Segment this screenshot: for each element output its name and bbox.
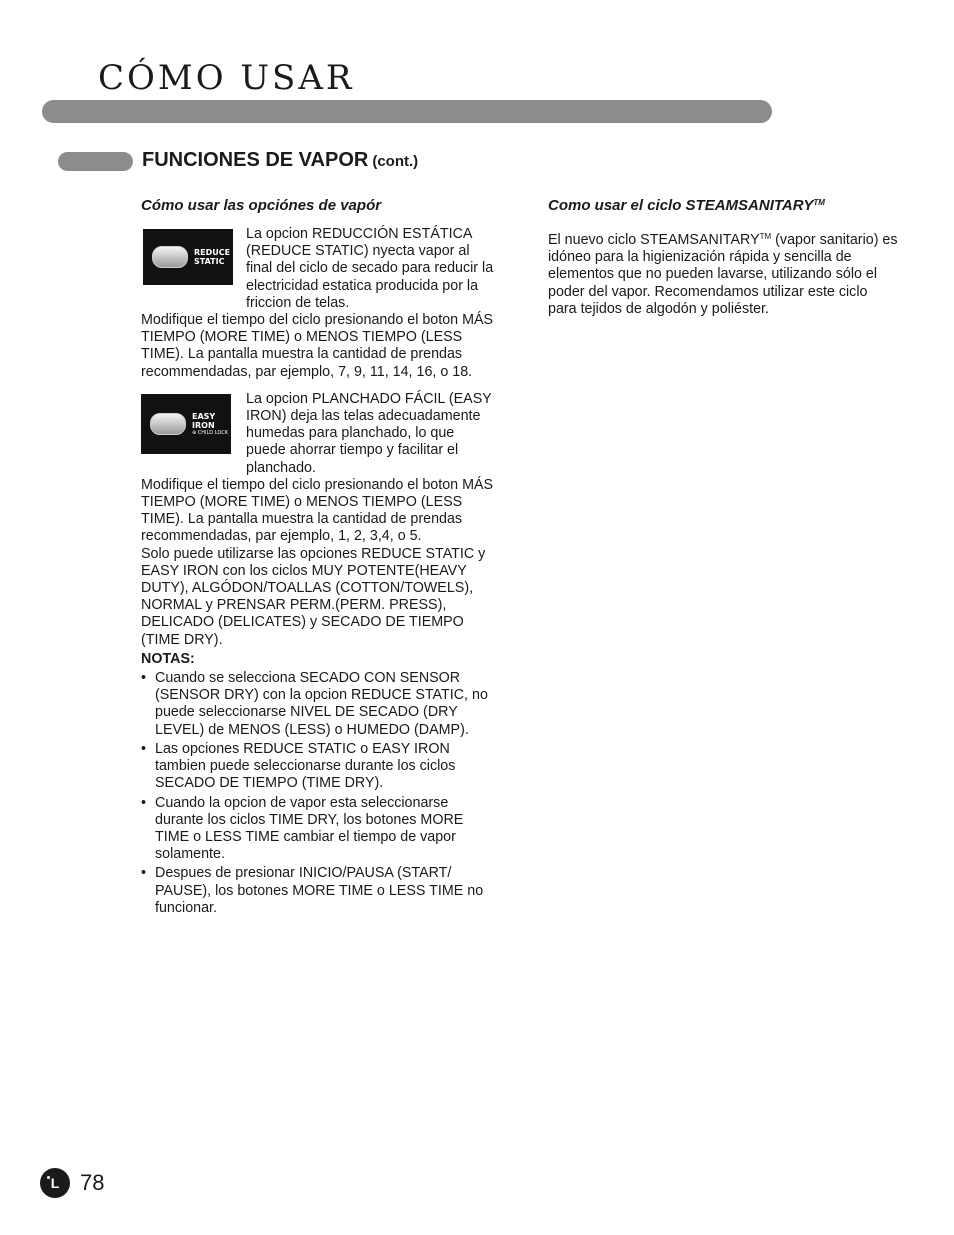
steam-options-heading: Cómo usar las opciónes de vapór	[141, 197, 382, 214]
child-lock-sublabel: ⊕ CHILD LOCK	[192, 429, 229, 436]
note-text: Despues de presionar INICIO/PAUSA (START/ PAUSE), los botones MORE TIME o LESS TIME no funcionar.	[155, 865, 484, 916]
easy-iron-button-image	[141, 394, 231, 454]
steamsanitary-description	[548, 228, 900, 318]
section-cont: (cont.)	[372, 153, 419, 170]
steamsanitary-text-rest: (vapor sanitario) es idóneo para la higienización rápida y sencilla de elementos que no pueden lavarse, utilizando sólo el poder del vapor. Recomendamos utilizar este ciclo para tejidos de algodón y poliéster.	[548, 232, 898, 317]
reduce-static-description: La opcion REDUCCIÓN ESTÁTICA (REDUCE STATIC) nyecta vapor al final del ciclo de secado para reducir la electricidad estatica producida por la friccion de telas.	[246, 226, 494, 311]
bullet: •	[141, 794, 147, 811]
bullet: •	[141, 865, 147, 882]
bullet: •	[141, 740, 147, 757]
easy-iron-pill-icon	[150, 413, 186, 435]
lg-logo-icon	[40, 1168, 70, 1198]
trademark-mark: TM	[813, 198, 825, 207]
notes-label: NOTAS:	[141, 650, 195, 667]
easy-iron-adjust-text: Modifique el tiempo del ciclo presionando el boton MÁS TIEMPO (MORE TIME) o MENOS TIEMPO (LESS TIME). La pantalla muestra la cantidad de prendas recommendadas, par ejemplo, 1, 2, 3,4, o 5.	[141, 476, 494, 545]
easy-iron-description: La opcion PLANCHADO FÁCIL (EASY IRON) deja las telas adecuadamente humedas para planchado, lo que puede ahorrar tiempo y facilitar el planchado.	[246, 390, 492, 476]
list-item	[141, 670, 497, 739]
easy-iron-label: EASY IRON	[192, 411, 216, 430]
reduce-static-label-line2: STATIC	[194, 257, 225, 266]
list-item	[141, 741, 497, 793]
steamsanitary-heading	[548, 197, 900, 214]
easy-iron-button-label	[192, 412, 231, 436]
left-column	[141, 197, 497, 919]
trademark-mark-inline: TM	[759, 232, 772, 241]
easy-iron-feature	[141, 391, 497, 477]
steamsanitary-heading-prefix: Como usar el ciclo	[548, 197, 686, 214]
page-number: 78	[80, 1170, 105, 1195]
reduce-static-label-line1: REDUCE	[194, 248, 231, 257]
section-title: FUNCIONES DE VAPOR	[142, 149, 369, 171]
options-usage-text: Solo puede utilizarse las opciones REDUCE STATIC y EASY IRON con los ciclos MUY POTENTE(HEAVY DUTY), ALGÓDON/TOALLAS (COTTON/TOWELS), NORMAL y PRENSAR PERM.(PERM. PRESS), DELICADO (DELICATES) y SECADO DE TIEMPO (TIME DRY).	[141, 545, 486, 648]
steamsanitary-heading-name: STEAMSANITARY	[685, 197, 814, 214]
section-pill	[58, 152, 133, 171]
bullet: •	[141, 670, 147, 687]
notes-list	[141, 670, 497, 917]
list-item	[141, 795, 497, 864]
note-text: Cuando la opcion de vapor esta seleccionarse durante los ciclos TIME DRY, los botones MORE TIME o LESS TIME cambiar el tiempo de vapor solamente.	[155, 794, 464, 863]
page-title: CÓMO USAR	[98, 58, 355, 98]
reduce-static-feature	[141, 226, 497, 312]
reduce-static-button-label	[194, 248, 230, 266]
note-text: Las opciones REDUCE STATIC o EASY IRON tambien puede seleccionarse durante los ciclos SECADO DE TIEMPO (TIME DRY).	[155, 740, 456, 792]
steamsanitary-text-start: El nuevo ciclo STEAMSANITARY	[548, 232, 760, 248]
right-column	[548, 197, 900, 318]
reduce-static-pill-icon	[152, 246, 188, 268]
list-item	[141, 865, 497, 917]
section-heading	[142, 149, 418, 172]
reduce-static-adjust-text: Modifique el tiempo del ciclo presionando el boton MÁS TIEMPO (MORE TIME) o MENOS TIEMPO (LESS TIME). La pantalla muestra la cantidad de prendas recommendadas, par ejemplo, 7, 9, 11, 14, 16, o 18.	[141, 312, 494, 380]
lg-logo-letter: L	[50, 1175, 60, 1191]
note-text: Cuando se selecciona SECADO CON SENSOR (SENSOR DRY) con la opcion REDUCE STATIC, no puede seleccionarse NIVEL DE SECADO (DRY LEVEL) de MENOS (LESS) o HUMEDO (DAMP).	[155, 670, 488, 738]
title-bar	[42, 100, 772, 123]
reduce-static-button-image	[143, 229, 233, 285]
